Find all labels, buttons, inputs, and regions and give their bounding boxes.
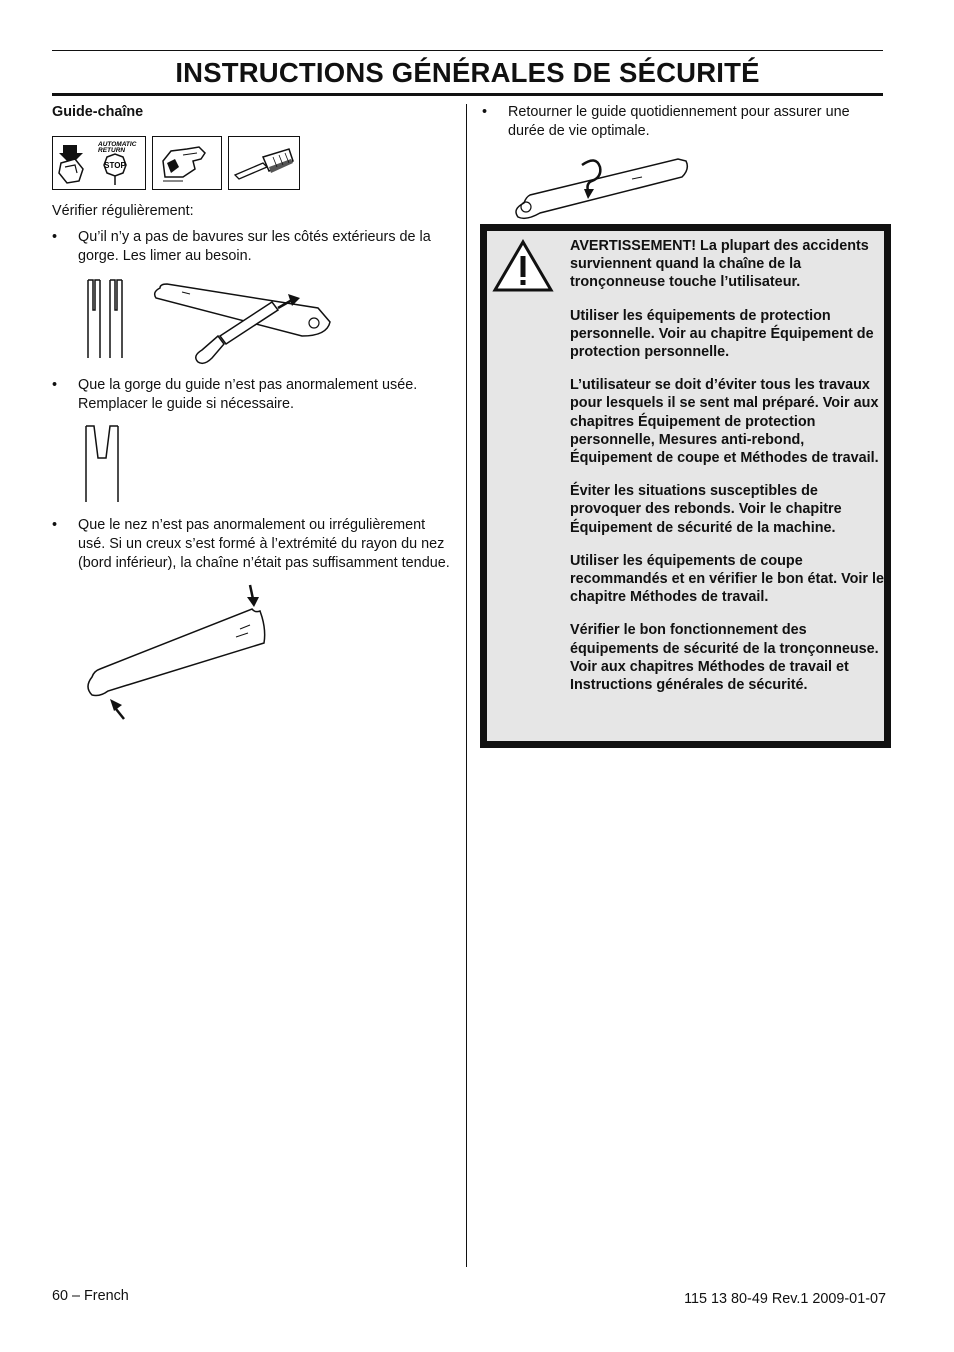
document-reference: 115 13 80-49 Rev.1 2009-01-07 <box>684 1291 886 1307</box>
page-number: 60 – French <box>52 1288 129 1304</box>
warning-paragraph: Utiliser les équipements de protection personnelle. Voir au chapitre Équipement de protection personnelle. <box>570 307 874 361</box>
bullet-item: • Qu’il n’y a pas de bavures sur les côtés extérieurs de la gorge. Les limer au besoin. <box>52 229 431 264</box>
worn-groove-illustration <box>52 424 452 506</box>
warning-paragraph: AVERTISSEMENT! La plupart des accidents surviennent quand la chaîne de la tronçonneuse touche l’utilisateur. <box>570 238 869 291</box>
brush-icon <box>228 136 300 190</box>
warning-triangle-icon <box>492 239 554 293</box>
stop-label: STOP <box>104 161 126 170</box>
warning-paragraph: L’utilisateur se doit d’éviter tous les travaux pour lesquels il se sent mal préparé. Voir aux chapitres Équipement de protection personnelle, Mesures anti-rebond, Équipement de coupe et Méthodes de travail. <box>570 377 879 467</box>
bullet-item: • Retourner le guide quotidiennement pour assurer une durée de vie optimale. <box>482 104 850 139</box>
icon-row <box>52 136 452 190</box>
bullet-item: • Que la gorge du guide n’est pas anormalement usée. Remplacer le guide si nécessaire. <box>52 377 418 412</box>
page-title: INSTRUCTIONS GÉNÉRALES DE SÉCURITÉ <box>175 57 760 88</box>
chain-brake-icon <box>52 136 146 190</box>
header-rule-top <box>52 50 883 51</box>
section-heading: Guide-chaîne <box>52 104 144 120</box>
bar-flip-illustration <box>482 149 887 221</box>
left-column <box>52 103 452 729</box>
intro-text: Vérifier régulièrement: <box>52 203 194 219</box>
bar-filing-illustration <box>52 278 452 374</box>
warning-box <box>480 224 891 748</box>
automatic-label: AUTOMATIC <box>98 141 137 148</box>
warning-paragraph: Vérifier le bon fonctionnement des équipements de sécurité de la tronçonneuse. Voir aux chapitres Méthodes de travail et Instructions générales de sécurité. <box>570 622 879 694</box>
right-column <box>482 103 887 221</box>
column-divider <box>466 104 467 1267</box>
header-rule-bottom <box>52 93 883 96</box>
warning-paragraph: Utiliser les équipements de coupe recommandés et en vérifier le bon état. Voir le chapitre Méthodes de travail. <box>570 552 885 606</box>
bullet-item: • Que le nez n’est pas anormalement ou irrégulièrement usé. Si un creux s’est formé à l’extrémité du rayon du nez (bord inférieur), la chaîne n’était pas suffisamment tendue. <box>52 517 450 571</box>
worn-nose-illustration <box>52 579 452 729</box>
return-label: RETURN <box>98 147 126 154</box>
gloves-icon <box>152 136 222 190</box>
warning-paragraph: Éviter les situations susceptibles de provoquer des rebonds. Voir le chapitre Équipement de sécurité de la machine. <box>570 483 842 536</box>
warning-text <box>570 237 885 709</box>
